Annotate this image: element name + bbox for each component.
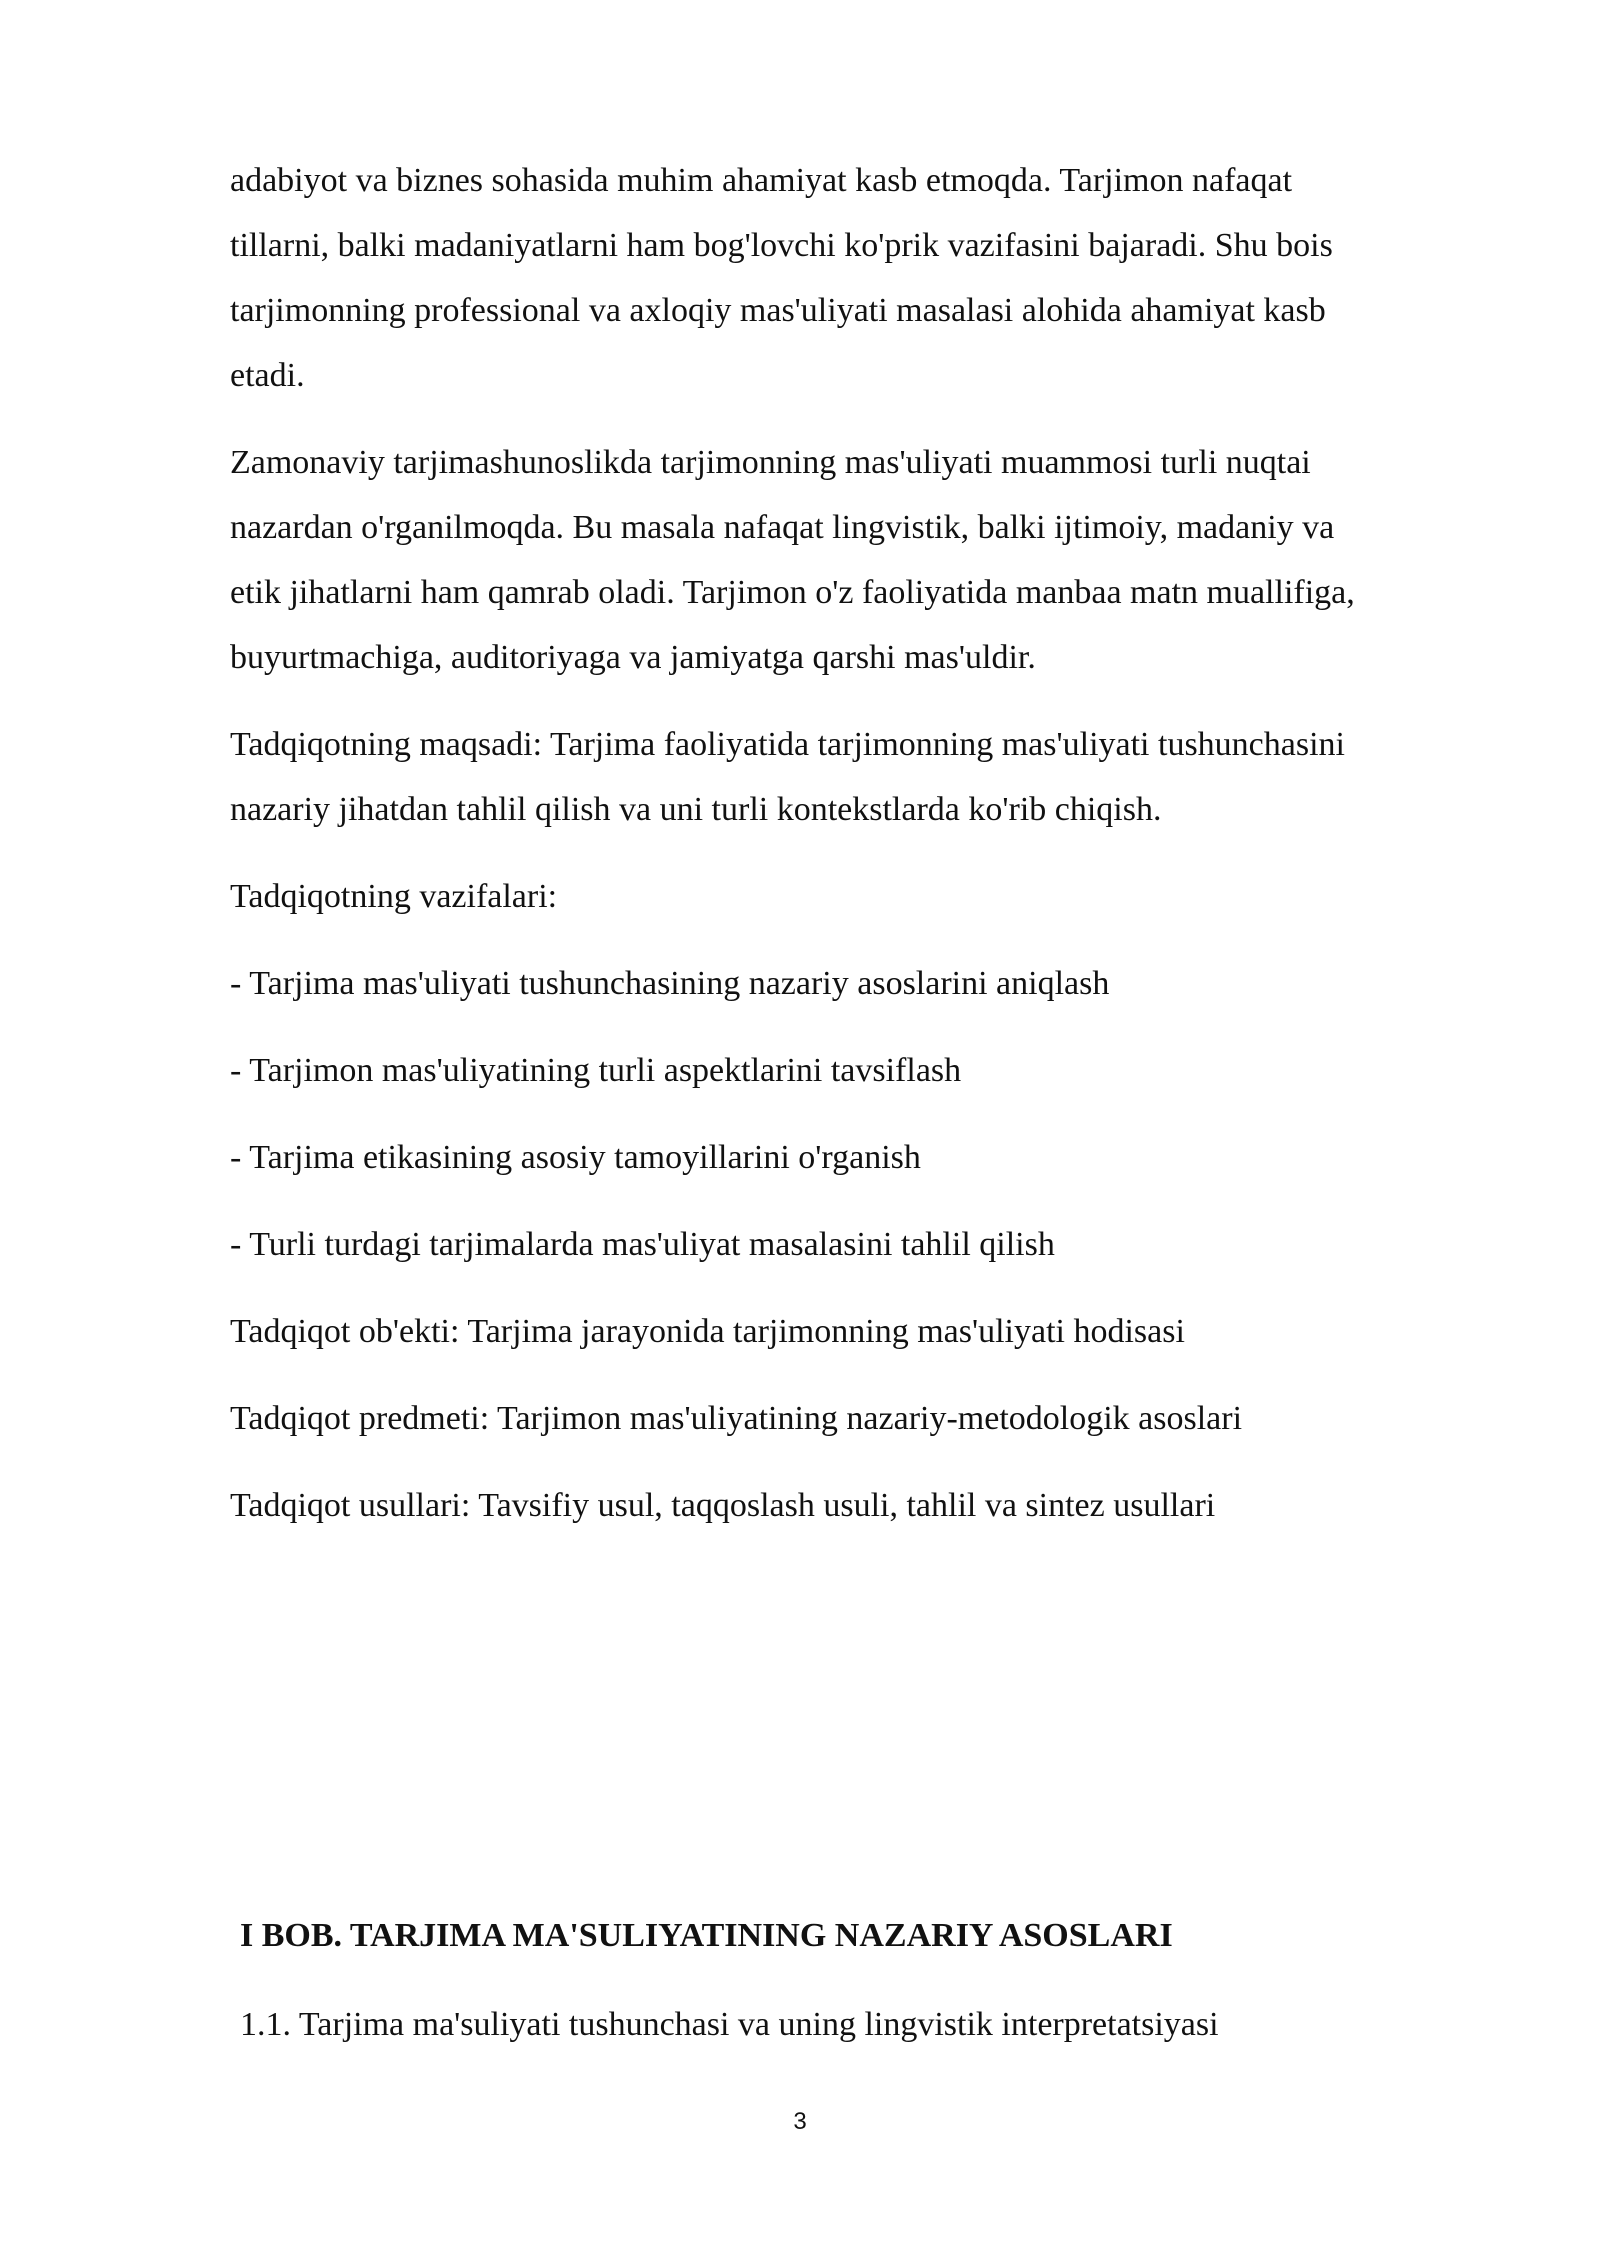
task-item: - Tarjimon mas'uliyatining turli aspektlarini tavsiflash xyxy=(230,1052,962,1089)
paragraph-line: adabiyot va biznes sohasida muhim ahamiyat kasb etmoqda. Tarjimon nafaqat xyxy=(230,162,1293,199)
task-item: - Tarjima etikasining asosiy tamoyillarini o'rganish xyxy=(230,1139,921,1176)
paragraph-intro xyxy=(230,148,1500,408)
paragraph-line: Zamonaviy tarjimashunoslikda tarjimonning mas'uliyati muammosi turli nuqtai xyxy=(230,444,1311,481)
paragraph-goal xyxy=(230,712,1500,842)
body-text xyxy=(230,148,1500,1560)
chapter-title: I BOB. TARJIMA MA'SULIYATINING NAZARIY ASOSLARI xyxy=(240,1917,1173,1954)
task-item: - Turli turdagi tarjimalarda mas'uliyat masalasini tahlil qilish xyxy=(230,1226,1055,1263)
paragraph-line: tillarni, balki madaniyatlarni ham bog'lovchi ko'prik vazifasini bajaradi. Shu bois xyxy=(230,227,1333,264)
task-item: - Tarjima mas'uliyati tushunchasining nazariy asoslarini aniqlash xyxy=(230,965,1110,1002)
research-subject: Tadqiqot predmeti: Tarjimon mas'uliyatining nazariy-metodologik asoslari xyxy=(230,1400,1243,1437)
section-title: 1.1. Tarjima ma'suliyati tushunchasi va uning lingvistik interpretatsiyasi xyxy=(240,2006,1219,2043)
paragraph-line: nazariy jihatdan tahlil qilish va uni turli kontekstlarda ko'rib chiqish. xyxy=(230,791,1162,828)
research-methods: Tadqiqot usullari: Tavsifiy usul, taqqoslash usuli, tahlil va sintez usullari xyxy=(230,1487,1216,1524)
tasks-heading: Tadqiqotning vazifalari: xyxy=(230,878,558,915)
paragraph-line: etadi. xyxy=(230,357,305,394)
paragraph-line: buyurtmachiga, auditoriyaga va jamiyatga qarshi mas'uldir. xyxy=(230,639,1036,676)
paragraph-context xyxy=(230,430,1500,690)
paragraph-line: nazardan o'rganilmoqda. Bu masala nafaqat lingvistik, balki ijtimoiy, madaniy va xyxy=(230,509,1335,546)
page-number: 3 xyxy=(793,2108,807,2135)
research-object: Tadqiqot ob'ekti: Tarjima jarayonida tarjimonning mas'uliyati hodisasi xyxy=(230,1313,1185,1350)
paragraph-line: tarjimonning professional va axloqiy mas'uliyati masalasi alohida ahamiyat kasb xyxy=(230,292,1326,329)
paragraph-line: etik jihatlarni ham qamrab oladi. Tarjimon o'z faoliyatida manbaa matn muallifiga, xyxy=(230,574,1355,611)
paragraph-line: Tadqiqotning maqsadi: Tarjima faoliyatida tarjimonning mas'uliyati tushunchasini xyxy=(230,726,1345,763)
